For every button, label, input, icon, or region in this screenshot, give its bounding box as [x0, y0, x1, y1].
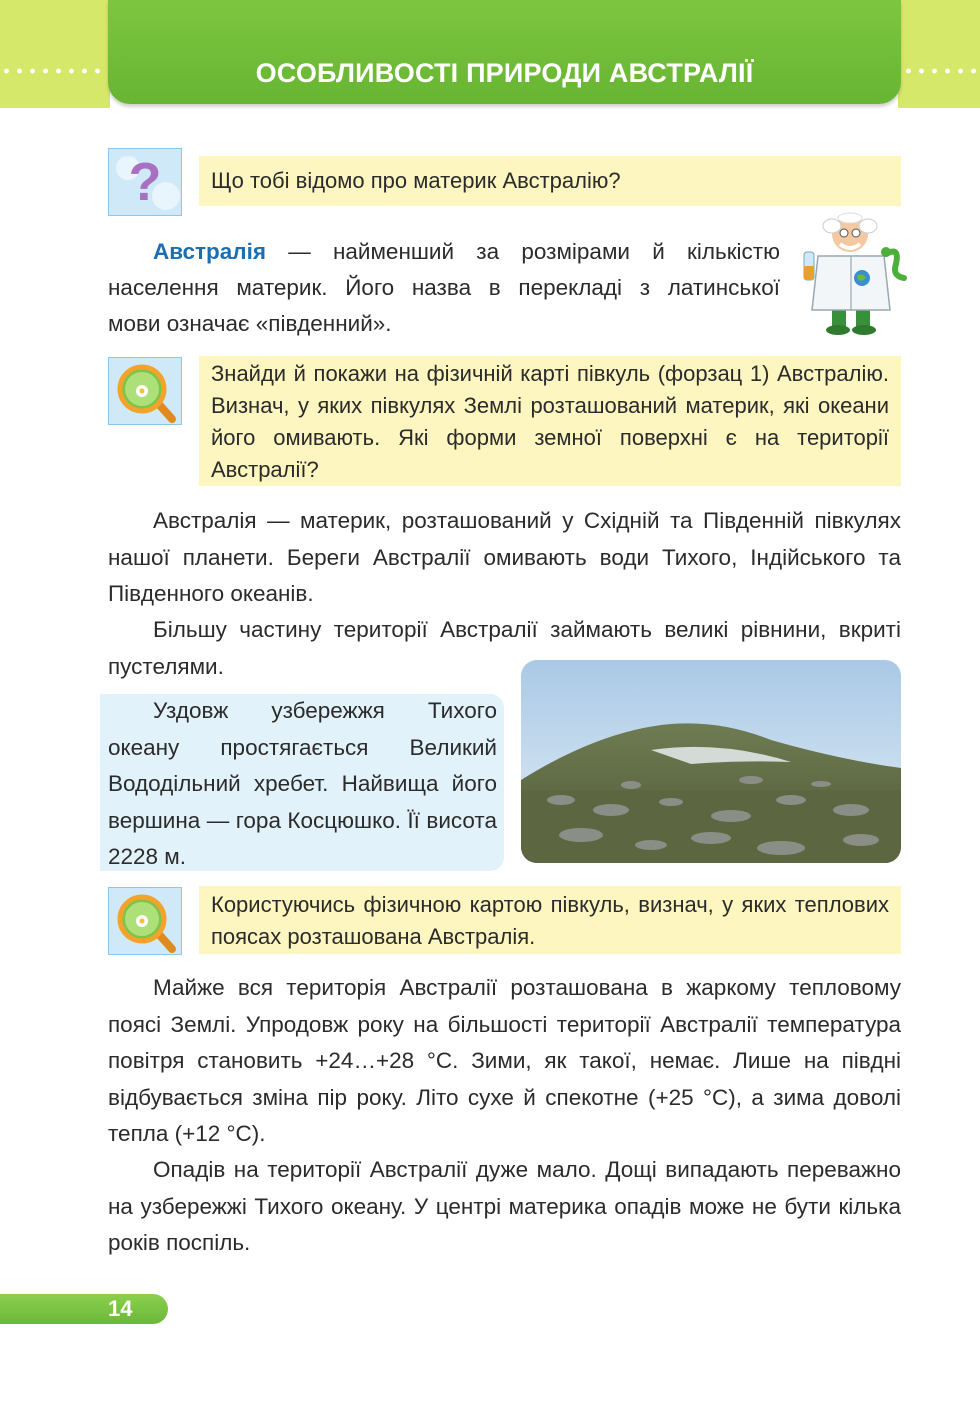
question-text: Що тобі відомо про материк Австралію?	[211, 168, 621, 193]
term-australia: Австралія	[153, 239, 266, 264]
question-box	[199, 156, 901, 206]
task-2-text: Користуючись фізичною картою півкуль, визнач, у яких теплових поясах розташована Австралія.	[211, 892, 889, 949]
header-strip-left	[0, 0, 110, 108]
header-dots-right	[902, 68, 980, 74]
paragraph-precipitation: Опадів на території Австралії дуже мало. Дощі випадають переважно на узбережжі Тихого океану. У центрі материка опадів може не бути кілька років поспіль.	[108, 1157, 901, 1255]
intro-line1: — найменший за розмірами й кількістю	[265, 239, 780, 264]
page-number-tab	[0, 1294, 168, 1324]
task-1-text: Знайди й покажи на фізичній карті півкуль (форзац 1) Австралію. Визнач, у яких півкулях Землі розташований материк, які океани його омивають. Які форми земної поверхні є на території Австралії?	[211, 361, 889, 482]
scientist-mascot	[800, 206, 910, 336]
paragraph-climate: Майже вся територія Австралії розташована в жаркому тепловому поясі Землі. Упродовж року на більшості території Австралії температура повітря становить +24…+28 °С. Зими, як такої, немає. Лише на півдні відбувається зміна пір року. Літо сухе й спекотне (+25 °С), а зима доволі тепла (+12 °С).	[108, 975, 901, 1146]
magnifier-icon-2	[108, 887, 182, 955]
question-mark-icon	[108, 148, 182, 216]
page-title: ОСОБЛИВОСТІ ПРИРОДИ АВСТРАЛІЇ	[255, 58, 754, 88]
header-dots-left	[0, 68, 100, 74]
header-bar	[108, 0, 901, 104]
mount-kosciuszko-photo	[521, 660, 901, 863]
task-box-2	[199, 886, 901, 954]
paragraph-location: Австралія — материк, розташований у Східній та Південній півкулях нашої планети. Береги Австралії омивають води Тихого, Індійського та Південного океанів.	[108, 508, 901, 606]
intro-line2: населення материк. Його назва в перекладі з латинської	[108, 275, 780, 300]
paragraph-plains: Більшу частину території Австралії займають великі рівнини, вкриті пустелями.	[108, 617, 901, 679]
magnifier-icon	[108, 357, 182, 425]
header-strip-right	[898, 0, 980, 108]
intro-paragraph	[108, 234, 780, 271]
paragraph-divide-range: Уздовж узбережжя Тихого океану простягається Великий Вододільний хребет. Найвища його вершина — гора Косцюшко. Її висота 2228 м.	[108, 698, 497, 869]
intro-line3: мови означає «південний».	[108, 311, 392, 336]
page-number: 14	[108, 1296, 133, 1321]
svg-text:?: ?	[128, 152, 162, 212]
task-box-1	[199, 356, 901, 486]
